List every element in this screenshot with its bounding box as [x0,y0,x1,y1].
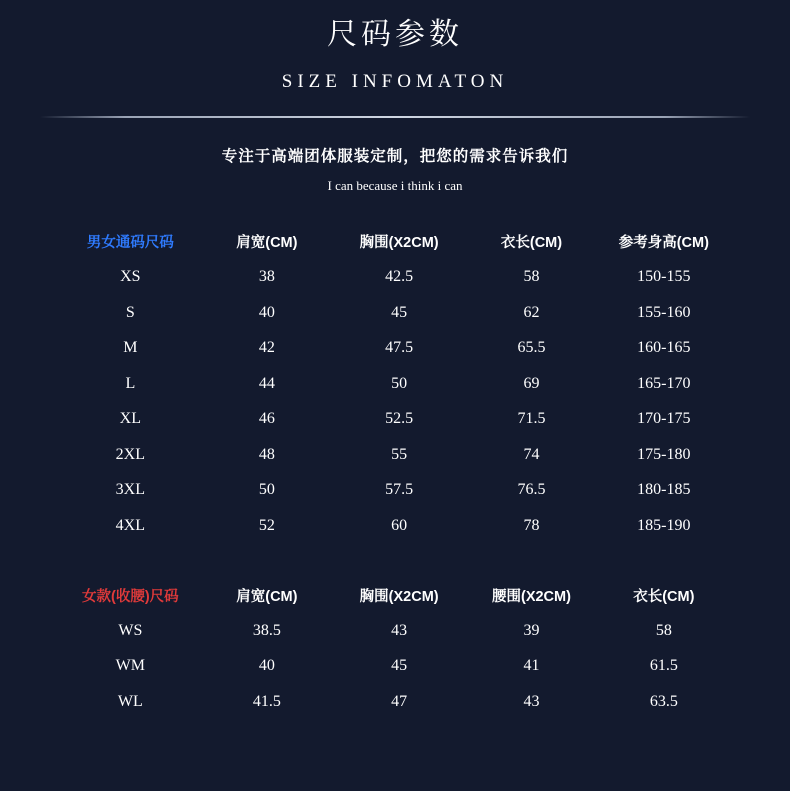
column-header-length: 衣长(CM) [500,235,563,252]
cell-shoulder: 48 [258,445,275,463]
cell-shoulder: 46 [258,410,275,428]
cell-waist: 39 [523,621,540,639]
cell-height: 185-190 [637,516,691,534]
cell-size: S [125,303,135,321]
column-header-length: 衣长(CM) [633,588,695,605]
cell-shoulder: 40 [258,303,275,321]
cell-chest: 50 [391,374,408,392]
cell-shoulder: 52 [258,516,275,534]
cell-chest: 47.5 [385,339,414,357]
column-header-shoulder: 肩宽(CM) [236,235,298,252]
column-header-height: 参考身高(CM) [618,235,709,252]
cell-length: 74 [523,445,540,463]
cell-height: 170-175 [637,410,691,428]
column-header-waist: 腰围(X2CM) [491,588,571,605]
cell-chest: 47 [391,692,408,710]
cell-length: 71.5 [517,410,546,428]
column-header-shoulder: 肩宽(CM) [236,588,298,605]
cell-height: 165-170 [637,374,691,392]
table-row [60,649,730,685]
table-header-row [60,224,730,260]
page-header [0,0,790,94]
cell-length: 61.5 [649,657,678,675]
cell-size: 3XL [115,481,145,499]
women-table-body [60,613,730,720]
cell-length: 58 [655,621,672,639]
cell-height: 180-185 [637,481,691,499]
cell-size: WL [117,692,143,710]
cell-chest: 45 [391,303,408,321]
unisex-size-table-wrapper [0,224,790,544]
cell-length: 63.5 [649,692,678,710]
cell-size: WS [118,621,143,639]
cell-shoulder: 41.5 [252,692,281,710]
unisex-size-table [60,224,730,544]
table-row [60,260,730,296]
table-row [60,473,730,509]
cell-shoulder: 40 [258,657,275,675]
cell-waist: 41 [523,657,540,675]
women-size-table-wrapper [0,578,790,720]
cell-chest: 45 [391,657,408,675]
table-row [60,402,730,438]
cell-shoulder: 38 [258,268,275,286]
table-row [60,331,730,367]
cell-length: 62 [523,303,540,321]
column-header-size: 女款(收腰)尺码 [82,588,179,605]
cell-size: WM [115,657,145,675]
page-title-english: SIZE INFOMATON [281,71,509,92]
cell-chest: 60 [391,516,408,534]
cell-chest: 43 [391,621,408,639]
page-title: 尺码参数 [327,18,463,51]
cell-chest: 57.5 [385,481,414,499]
cell-size: XL [119,410,141,428]
cell-shoulder: 50 [258,481,275,499]
cell-length: 65.5 [517,339,546,357]
cell-shoulder: 38.5 [252,621,281,639]
cell-length: 69 [523,374,540,392]
subtitle-chinese: 专注于高端团体服装定制，把您的需求告诉我们 [221,148,569,165]
cell-length: 78 [523,516,540,534]
unisex-table-body [60,260,730,544]
table-row [60,366,730,402]
table-row [60,508,730,544]
cell-height: 175-180 [637,445,691,463]
column-header-chest: 胸围(X2CM) [359,588,439,605]
unisex-table-head [60,224,730,260]
cell-length: 76.5 [517,481,546,499]
cell-chest: 52.5 [385,410,414,428]
cell-height: 155-160 [637,303,691,321]
cell-size: 2XL [115,445,145,463]
column-header-size: 男女通码尺码 [86,235,174,252]
women-size-table [60,578,730,720]
table-row [60,295,730,331]
cell-chest: 55 [391,445,408,463]
cell-height: 160-165 [637,339,691,357]
cell-size: L [125,374,136,392]
cell-size: M [123,339,138,357]
table-row [60,437,730,473]
cell-length: 58 [523,268,540,286]
table-row [60,684,730,720]
column-header-chest: 胸围(X2CM) [359,235,439,252]
cell-shoulder: 42 [258,339,275,357]
header-divider [40,116,750,118]
table-row [60,613,730,649]
cell-height: 150-155 [637,268,691,286]
table-header-row [60,578,730,614]
subtitle-english: I can because i think i can [327,178,463,193]
cell-size: XS [120,268,141,286]
cell-size: 4XL [115,516,145,534]
cell-chest: 42.5 [385,268,414,286]
cell-shoulder: 44 [258,374,275,392]
cell-waist: 43 [523,692,540,710]
women-table-head [60,578,730,614]
